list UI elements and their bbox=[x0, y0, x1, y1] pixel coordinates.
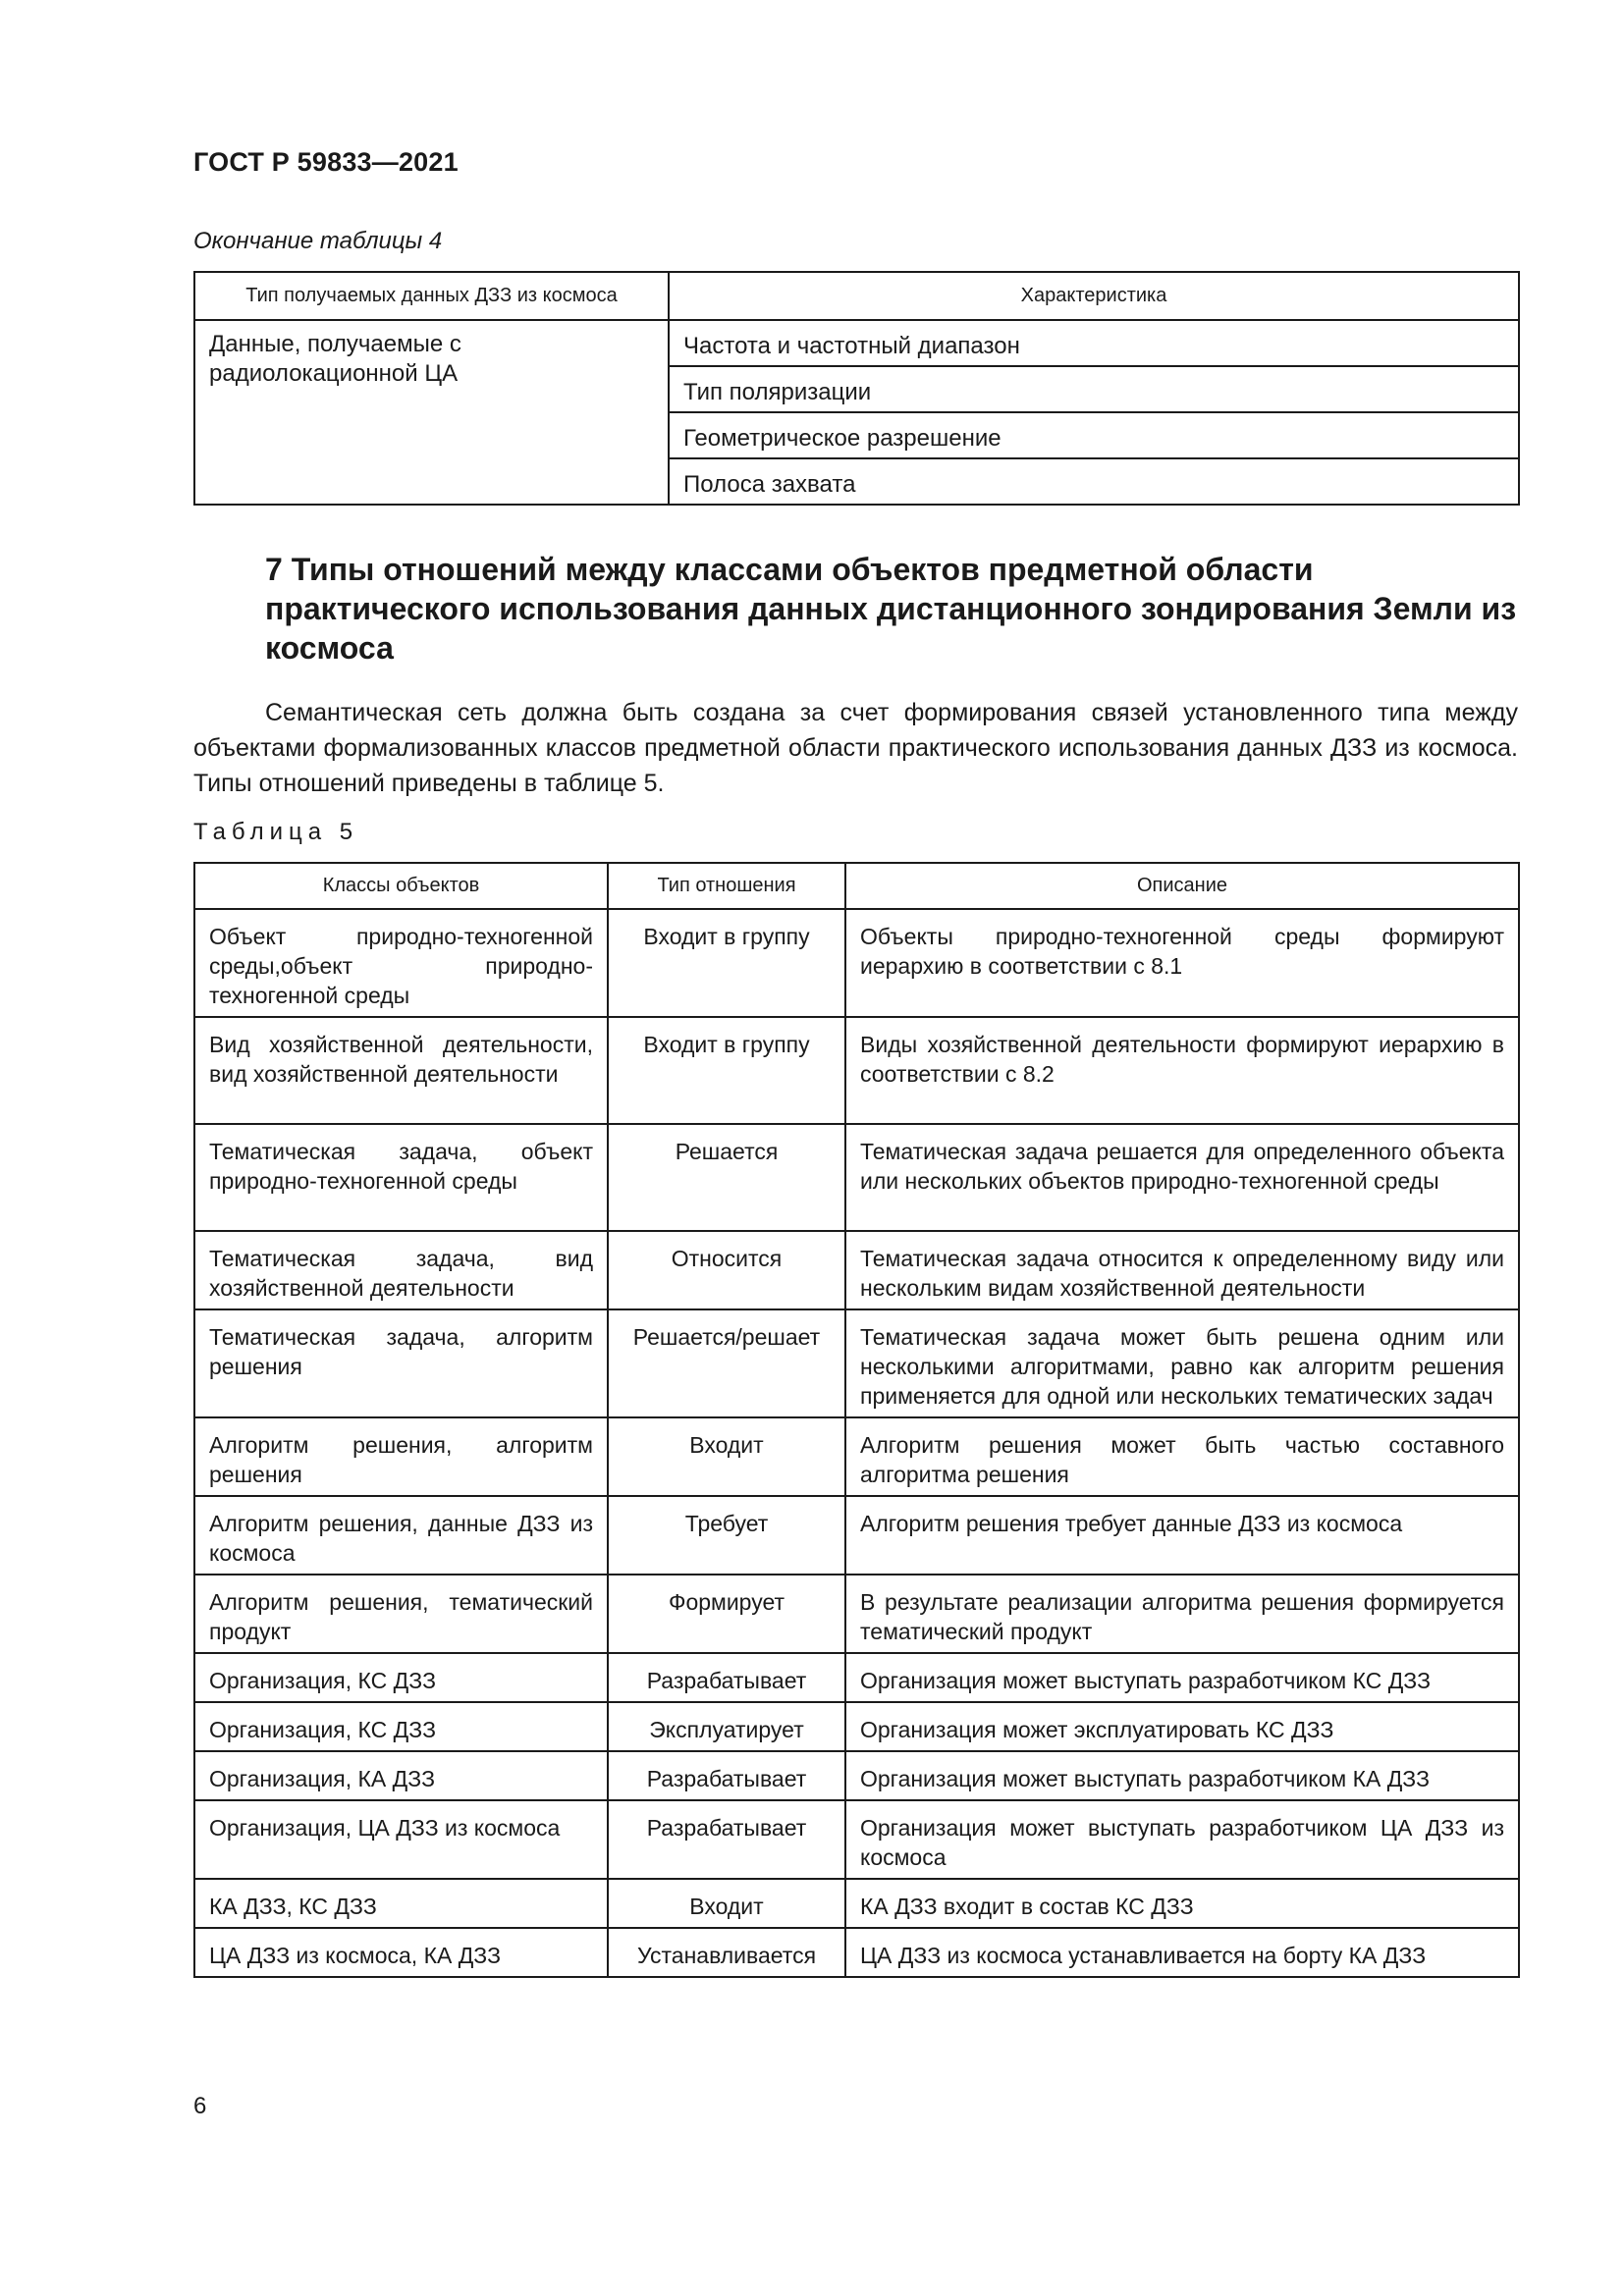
relation-cell: Входит в группу bbox=[608, 909, 845, 1017]
description-cell: Тематическая задача относится к определенному виду или нескольким видам хозяйственной деятельности bbox=[845, 1231, 1519, 1309]
page-number: 6 bbox=[193, 2093, 207, 2119]
table4-col-header: Тип получаемых данных ДЗЗ из космоса bbox=[194, 272, 669, 320]
classes-cell: Объект природно-техногенной среды,объект природно-техногенной среды bbox=[194, 909, 608, 1017]
description-cell: КА ДЗЗ входит в состав КС ДЗЗ bbox=[845, 1879, 1519, 1928]
table4-type-cell bbox=[194, 320, 669, 505]
description-cell: Тематическая задача решается для определенного объекта или нескольких объектов природно-техногенной среды bbox=[845, 1124, 1519, 1231]
classes-cell: Алгоритм решения, алгоритм решения bbox=[194, 1417, 608, 1496]
table-row bbox=[194, 1417, 1519, 1496]
table-row bbox=[194, 1751, 1519, 1800]
table-row bbox=[194, 1231, 1519, 1309]
description-cell: Организация может выступать разработчиком КА ДЗЗ bbox=[845, 1751, 1519, 1800]
classes-cell: Алгоритм решения, данные ДЗЗ из космоса bbox=[194, 1496, 608, 1575]
table5-body bbox=[194, 909, 1519, 1977]
table4-characteristic-cell: Тип поляризации bbox=[669, 366, 1519, 412]
classes-cell: КА ДЗЗ, КС ДЗЗ bbox=[194, 1879, 608, 1928]
document-header: ГОСТ Р 59833—2021 bbox=[193, 147, 459, 177]
table-row bbox=[194, 1309, 1519, 1417]
section-paragraph bbox=[193, 695, 1518, 801]
relation-cell: Разрабатывает bbox=[608, 1800, 845, 1879]
description-cell: Организация может выступать разработчиком ЦА ДЗЗ из космоса bbox=[845, 1800, 1519, 1879]
table-row bbox=[194, 1800, 1519, 1879]
description-cell: Организация может выступать разработчиком КС ДЗЗ bbox=[845, 1653, 1519, 1702]
description-cell: Алгоритм решения может быть частью составного алгоритма решения bbox=[845, 1417, 1519, 1496]
table4-caption: Окончание таблицы 4 bbox=[193, 228, 443, 254]
classes-cell: Организация, КС ДЗЗ bbox=[194, 1702, 608, 1751]
section-heading: 7 Типы отношений между классами объектов предметной области практического использования данных дистанционного зондирования Земли из космоса bbox=[265, 552, 1517, 666]
relation-cell: Относится bbox=[608, 1231, 845, 1309]
table-row bbox=[194, 1879, 1519, 1928]
table-row bbox=[194, 1653, 1519, 1702]
classes-cell: Организация, КС ДЗЗ bbox=[194, 1653, 608, 1702]
relation-cell: Решается bbox=[608, 1124, 845, 1231]
table5-caption: Таблица 5 bbox=[193, 819, 359, 845]
table4-characteristic-cell: Частота и частотный диапазон bbox=[669, 320, 1519, 366]
description-cell: Виды хозяйственной деятельности формируют иерархию в соответствии с 8.2 bbox=[845, 1017, 1519, 1124]
table5-col-header: Классы объектов bbox=[194, 863, 608, 909]
description-cell: Алгоритм решения требует данные ДЗЗ из космоса bbox=[845, 1496, 1519, 1575]
description-cell: ЦА ДЗЗ из космоса устанавливается на борту КА ДЗЗ bbox=[845, 1928, 1519, 1977]
table-row bbox=[194, 320, 1519, 366]
relation-cell: Входит bbox=[608, 1879, 845, 1928]
relation-cell: Входит bbox=[608, 1417, 845, 1496]
classes-cell: Тематическая задача, вид хозяйственной деятельности bbox=[194, 1231, 608, 1309]
table-row bbox=[194, 1702, 1519, 1751]
description-cell: В результате реализации алгоритма решения формируется тематический продукт bbox=[845, 1575, 1519, 1653]
relation-cell: Разрабатывает bbox=[608, 1653, 845, 1702]
table-row bbox=[194, 1496, 1519, 1575]
table-5 bbox=[193, 862, 1520, 1978]
type-cell-text: Данные, получаемые с радиолокационной ЦА bbox=[209, 331, 461, 387]
classes-cell: Алгоритм решения, тематический продукт bbox=[194, 1575, 608, 1653]
paragraph-text: Семантическая сеть должна быть создана за счет формирования связей установленного типа между объектами формализованных классов предметной области практического использования данных ДЗЗ из космоса. Типы отношений приведены в таблице 5. bbox=[193, 699, 1518, 797]
table4-col-header: Характеристика bbox=[669, 272, 1519, 320]
relation-cell: Разрабатывает bbox=[608, 1751, 845, 1800]
table-row bbox=[194, 1575, 1519, 1653]
description-cell: Тематическая задача может быть решена одним или несколькими алгоритмами, равно как алгоритм решения применяется для одной или нескольких тематических задач bbox=[845, 1309, 1519, 1417]
table-4 bbox=[193, 271, 1520, 506]
table5-col-header: Описание bbox=[845, 863, 1519, 909]
table5-col-header: Тип отношения bbox=[608, 863, 845, 909]
table-row bbox=[194, 1017, 1519, 1124]
relation-cell: Эксплуатирует bbox=[608, 1702, 845, 1751]
relation-cell: Входит в группу bbox=[608, 1017, 845, 1124]
table4-characteristic-cell: Геометрическое разрешение bbox=[669, 412, 1519, 458]
description-cell: Объекты природно-техногенной среды формируют иерархию в соответствии с 8.1 bbox=[845, 909, 1519, 1017]
classes-cell: Вид хозяйственной деятельности, вид хозяйственной деятельности bbox=[194, 1017, 608, 1124]
description-cell: Организация может эксплуатировать КС ДЗЗ bbox=[845, 1702, 1519, 1751]
relation-cell: Требует bbox=[608, 1496, 845, 1575]
table4-characteristic-cell: Полоса захвата bbox=[669, 458, 1519, 505]
table-row bbox=[194, 1124, 1519, 1231]
table4-header-row bbox=[194, 272, 1519, 320]
classes-cell: ЦА ДЗЗ из космоса, КА ДЗЗ bbox=[194, 1928, 608, 1977]
classes-cell: Организация, КА ДЗЗ bbox=[194, 1751, 608, 1800]
classes-cell: Тематическая задача, алгоритм решения bbox=[194, 1309, 608, 1417]
table-row bbox=[194, 1928, 1519, 1977]
table5-header-row bbox=[194, 863, 1519, 909]
classes-cell: Организация, ЦА ДЗЗ из космоса bbox=[194, 1800, 608, 1879]
relation-cell: Решается/решает bbox=[608, 1309, 845, 1417]
table-row bbox=[194, 909, 1519, 1017]
relation-cell: Устанавливается bbox=[608, 1928, 845, 1977]
classes-cell: Тематическая задача, объект природно-техногенной среды bbox=[194, 1124, 608, 1231]
relation-cell: Формирует bbox=[608, 1575, 845, 1653]
